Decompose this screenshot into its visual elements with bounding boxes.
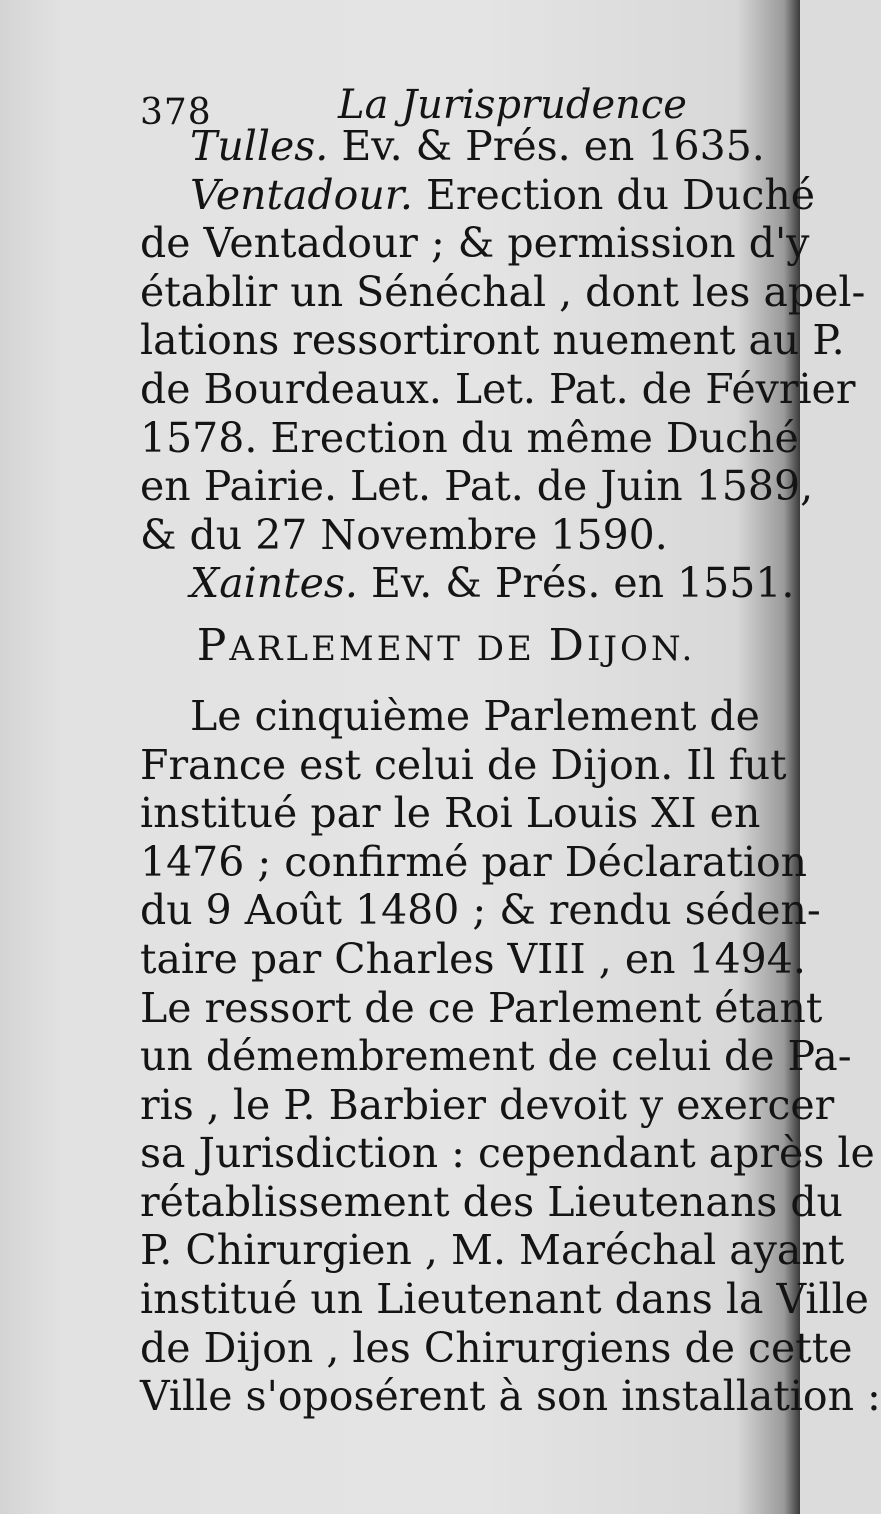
section-heading: PARLEMENT DE DIJON. — [196, 619, 696, 671]
page-body — [140, 122, 881, 1421]
text-line: en Pairie. Let. Pat. de Juin 1589, — [140, 462, 814, 511]
text-line: de Ventadour ; & permission d'y — [140, 219, 810, 268]
text-line: 1578. Erection du même Duché — [140, 413, 799, 462]
paragraph-line: Le ressort de ce Parlement étant — [140, 983, 823, 1032]
paragraph-line: de Dijon , les Chirurgiens de cette — [140, 1323, 853, 1372]
paragraph-line: rétablissement des Lieutenans du — [140, 1177, 843, 1226]
paragraph-line: du 9 Août 1480 ; & rendu séden- — [140, 886, 821, 935]
place-name: Tulles. — [190, 122, 329, 170]
paragraph-line: France est celui de Dijon. Il fut — [140, 740, 787, 789]
paragraph-line: 1476 ; confirmé par Déclaration — [140, 837, 808, 886]
entry-text: Ev. & Prés. en 1551. — [357, 559, 795, 608]
place-name: Xaintes. — [190, 559, 358, 608]
entry-text: Erection du Duché — [412, 170, 815, 219]
entry-tulles — [140, 122, 765, 171]
paragraph-line: Le cinquième Parlement de — [190, 691, 760, 740]
entry-ventadour — [140, 170, 815, 220]
text-line: & du 27 Novembre 1590. — [140, 510, 668, 559]
text-line: lations ressortiront nuement au P. — [140, 316, 845, 365]
paragraph-line: P. Chirurgien , M. Maréchal ayant — [140, 1226, 845, 1275]
entry-text: Ev. & Prés. en 1635. — [328, 122, 765, 170]
paragraph-line: un démembrement de celui de Pa- — [140, 1032, 852, 1081]
paragraph-line: Ville s'oposérent à son installation : — [140, 1372, 881, 1421]
entry-xaintes — [140, 559, 795, 608]
paragraph-line: institué par le Roi Louis XI en — [140, 789, 761, 838]
page-number: 378 — [140, 92, 212, 133]
paragraph-line: sa Jurisdiction : cependant après le — [140, 1129, 875, 1178]
paragraph-line: institué un Lieutenant dans la Ville — [140, 1275, 869, 1324]
text-line: de Bourdeaux. Let. Pat. de Février — [140, 364, 856, 413]
text-line: établir un Sénéchal , dont les apel- — [140, 267, 866, 316]
place-name: Ventadour. — [190, 170, 413, 219]
running-title: La Jurisprudence — [338, 82, 687, 128]
paragraph-line: taire par Charles VIII , en 1494. — [140, 934, 806, 983]
paragraph-line: ris , le P. Barbier devoit y exercer — [140, 1080, 835, 1129]
